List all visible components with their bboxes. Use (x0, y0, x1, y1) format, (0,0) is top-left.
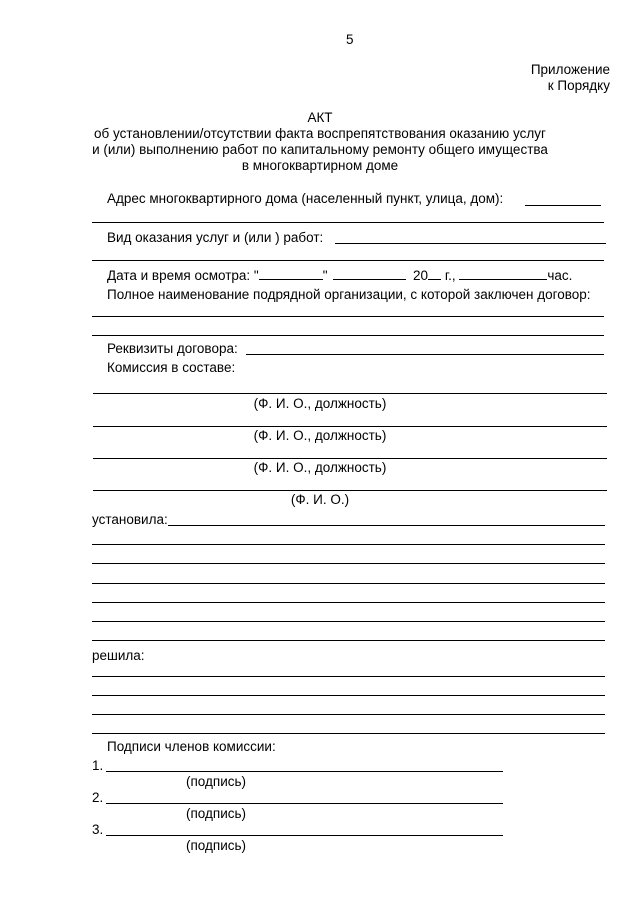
established-label: установила: (92, 512, 168, 527)
decided-line4[interactable] (92, 733, 605, 734)
contract-details-label: Реквизиты договора: (107, 341, 238, 356)
signature2-number: 2. (92, 790, 104, 805)
established-line5[interactable] (92, 621, 605, 622)
inspection-datetime-row (107, 267, 572, 283)
inspection-month-field[interactable] (333, 267, 406, 280)
established-line1[interactable] (92, 544, 605, 545)
member4-caption: (Ф. И. О.) (290, 492, 350, 507)
address-field-line[interactable] (92, 222, 604, 223)
member2-field[interactable] (93, 426, 607, 427)
inspection-hours-label: час. (547, 268, 573, 283)
contractor-field-line1[interactable] (92, 316, 604, 317)
inspection-quote: " (322, 268, 328, 283)
signatures-heading: Подписи членов комиссии: (107, 739, 276, 754)
member1-field[interactable] (93, 393, 607, 394)
commission-label: Комиссия в составе: (107, 360, 236, 375)
appendix-line1: Приложение (530, 62, 610, 77)
signature1-caption: (подпись) (186, 774, 247, 789)
contractor-field-line2[interactable] (92, 335, 604, 336)
member3-field[interactable] (93, 458, 607, 459)
title-line4: в многоквартирном доме (241, 158, 399, 173)
appendix-line2: к Порядку (547, 78, 610, 93)
member2-caption: (Ф. И. О., должность) (253, 428, 387, 443)
established-field-inline[interactable] (168, 525, 605, 526)
member4-field[interactable] (93, 490, 607, 491)
contract-details-field[interactable] (246, 354, 604, 355)
decided-line1[interactable] (92, 676, 605, 677)
service-type-field-line[interactable] (92, 260, 604, 261)
member1-caption: (Ф. И. О., должность) (253, 396, 387, 411)
signature3-number: 3. (92, 822, 104, 837)
inspection-hours-field[interactable] (459, 267, 547, 280)
established-line4[interactable] (92, 602, 605, 603)
established-line6[interactable] (92, 640, 605, 641)
inspection-label: Дата и время осмотра: " (107, 268, 259, 283)
inspection-year-label: 20 (413, 268, 429, 283)
established-line3[interactable] (92, 583, 605, 584)
signature1-field[interactable] (106, 771, 503, 772)
member3-caption: (Ф. И. О., должность) (253, 460, 387, 475)
decided-line3[interactable] (92, 714, 605, 715)
signature3-field[interactable] (106, 835, 503, 836)
signature1-number: 1. (92, 758, 104, 773)
inspection-year-field[interactable] (428, 267, 441, 280)
established-line2[interactable] (92, 563, 605, 564)
address-field-inline[interactable] (525, 205, 601, 206)
signature3-caption: (подпись) (186, 838, 247, 853)
title-act: АКТ (307, 110, 333, 125)
contractor-label: Полное наименование подрядной организации, с которой заключен договор: (107, 287, 591, 302)
signature2-field[interactable] (106, 803, 503, 804)
service-type-label: Вид оказания услуг и (или ) работ: (107, 230, 324, 245)
decided-line2[interactable] (92, 695, 605, 696)
address-label: Адрес многоквартирного дома (населенный пункт, улица, дом): (107, 191, 504, 206)
title-line3: и (или) выполнению работ по капитальному ремонту общего имущества (92, 142, 548, 157)
signature2-caption: (подпись) (186, 806, 247, 821)
service-type-field-inline[interactable] (335, 243, 606, 244)
inspection-day-field[interactable] (259, 267, 323, 280)
title-line2: об установлении/отсутствии факта воспрепятствования оказанию услуг (94, 126, 546, 141)
page-number: 5 (346, 32, 354, 47)
inspection-g-label: г., (444, 268, 456, 283)
decided-label: решила: (92, 648, 145, 663)
